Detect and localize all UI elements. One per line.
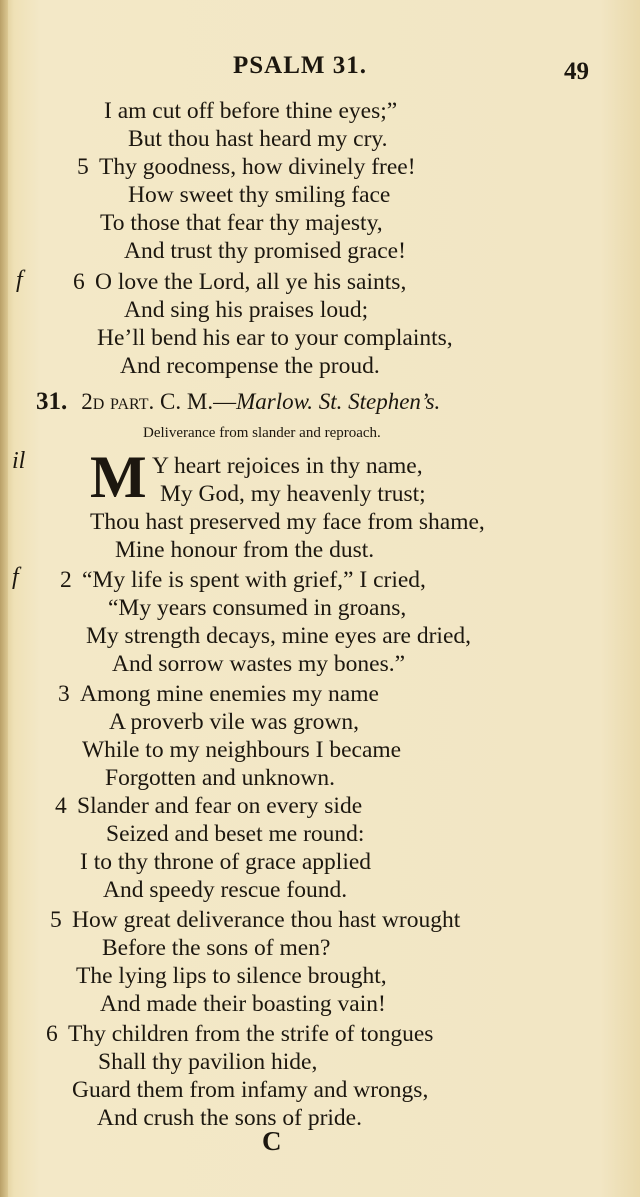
signature-mark: C	[262, 1126, 282, 1156]
verse-line: “My years consumed in groans,	[108, 595, 407, 621]
running-head-title: PSALM 31.	[233, 52, 367, 79]
verse-line: How sweet thy smiling face	[128, 182, 391, 208]
verse-line: And made their boasting vain!	[100, 991, 386, 1017]
verse-line: Mine honour from the dust.	[115, 537, 375, 563]
verse-line	[50, 906, 460, 934]
hymn-part: 2d part.	[81, 389, 155, 414]
verse-number: 5	[77, 154, 89, 180]
verse-line: Forgotten and unknown.	[105, 765, 335, 791]
hymn-tunes: Marlow. St. Stephen’s.	[236, 389, 441, 414]
verse-line: My strength decays, mine eyes are dried,	[86, 623, 472, 649]
verse-text: Thy goodness, how divinely free!	[99, 154, 416, 180]
verse-text: How great deliverance thou hast wrought	[72, 907, 461, 933]
running-head	[0, 52, 640, 92]
verse-text: “My life is spent with grief,” I cried,	[82, 567, 426, 593]
verse-line: Shall thy pavilion hide,	[98, 1049, 318, 1075]
drop-cap: M	[90, 444, 147, 510]
verse-line	[77, 153, 416, 181]
dynamic-mark: f	[12, 564, 19, 590]
verse-line: To those that fear thy majesty,	[100, 210, 383, 236]
verse-line: I to thy throne of grace applied	[80, 849, 372, 875]
verse-number: 6	[46, 1021, 58, 1047]
verse-number: 6	[73, 269, 85, 295]
verse-line: Thou hast preserved my face from shame,	[90, 509, 485, 535]
hymn-number: 31.	[36, 388, 68, 415]
verse-line: And speedy rescue found.	[103, 877, 348, 903]
verse-text: Among mine enemies my name	[80, 681, 379, 707]
verse-line: And sing his praises loud;	[124, 297, 369, 323]
dynamic-mark: f	[16, 267, 23, 293]
verse-text: Slander and fear on every side	[77, 793, 363, 819]
binding-gutter	[0, 0, 8, 1197]
verse-line	[58, 680, 379, 708]
verse-text: O love the Lord, all ye his saints,	[95, 269, 407, 295]
verse-line	[46, 1020, 433, 1048]
hymn-meter: C. M.	[160, 389, 214, 414]
verse-line: While to my neighbours I became	[82, 737, 402, 763]
verse-line: A proverb vile was grown,	[109, 709, 359, 735]
verse-line: Guard them from infamy and wrongs,	[72, 1077, 429, 1103]
verse-line: I am cut off before thine eyes;”	[104, 98, 398, 124]
verse-line	[73, 268, 406, 296]
verse-line	[60, 566, 426, 594]
verse-line: And sorrow wastes my bones.”	[112, 651, 406, 677]
verse-line	[55, 792, 362, 820]
verse-line: Seized and beset me round:	[106, 821, 365, 847]
verse-number: 3	[58, 681, 70, 707]
verse-line: And recompense the proud.	[120, 353, 380, 379]
verse-line: My God, my heavenly trust;	[160, 481, 426, 507]
verse-number: 4	[55, 793, 67, 819]
hymn-dash: —	[213, 389, 237, 414]
verse-text: Thy children from the strife of tongues	[68, 1021, 434, 1047]
verse-line: Before the sons of men?	[102, 935, 331, 961]
verse-number: 2	[60, 567, 72, 593]
verse-line: He’ll bend his ear to your complaints,	[97, 325, 453, 351]
hymn-heading	[36, 388, 440, 416]
verse-line: And crush the sons of pride.	[97, 1105, 362, 1131]
verse-line: And trust thy promised grace!	[124, 238, 406, 264]
verse-line: Y heart rejoices in thy name,	[152, 453, 423, 479]
hymn-subtitle: Deliverance from slander and reproach.	[143, 425, 381, 441]
verse-line: The lying lips to silence brought,	[76, 963, 387, 989]
verse-line: But thou hast heard my cry.	[128, 126, 388, 152]
dynamic-mark: il	[12, 448, 26, 474]
page-number: 49	[564, 58, 589, 85]
verse-number: 5	[50, 907, 62, 933]
